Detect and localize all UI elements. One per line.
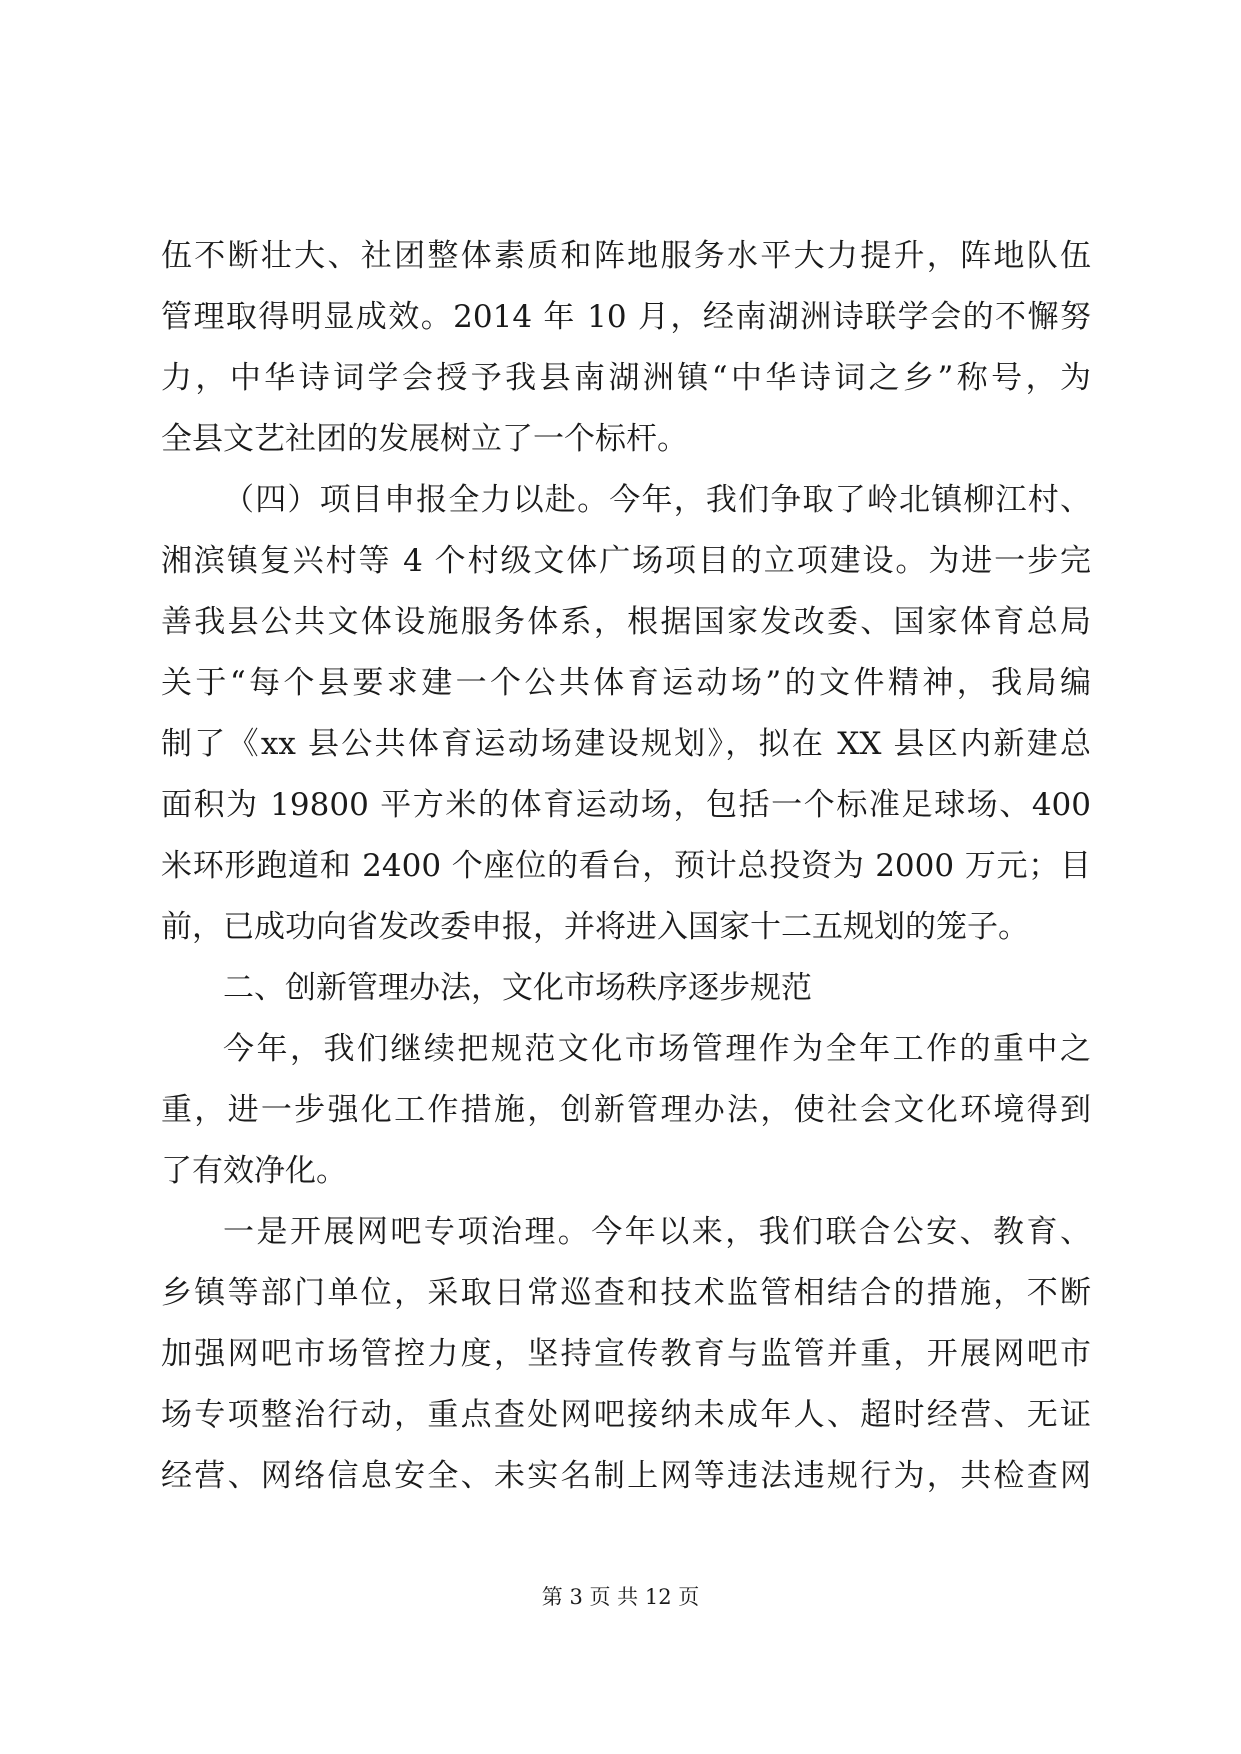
text-line: 全县文艺社团的发展树立了一个标杆。 — [161, 421, 688, 457]
text-line: 今年，我们继续把规范文化市场管理作为全年工作的重中之 — [223, 1031, 1091, 1067]
text-line: 经营、网络信息安全、未实名制上网等违法违规行为，共检查网 — [161, 1458, 1091, 1494]
text-line: 制了《xx 县公共体育运动场建设规划》，拟在 XX 县区内新建总 — [161, 726, 1091, 762]
page-number-footer: 第 3 页 共 12 页 — [541, 1585, 700, 1609]
text-line: 一是开展网吧专项治理。今年以来，我们联合公安、教育、 — [223, 1214, 1091, 1250]
text-line: 湘滨镇复兴村等 4 个村级文体广场项目的立项建设。为进一步完 — [161, 543, 1091, 579]
text-line: 米环形跑道和 2400 个座位的看台，预计总投资为 2000 万元；目 — [161, 848, 1091, 884]
text-line: 重，进一步强化工作措施，创新管理办法，使社会文化环境得到 — [161, 1092, 1091, 1128]
text-line: 管理取得明显成效。2014 年 10 月，经南湖洲诗联学会的不懈努 — [161, 299, 1091, 335]
text-line: 加强网吧市场管控力度，坚持宣传教育与监管并重，开展网吧市 — [161, 1336, 1091, 1372]
text-line: 伍不断壮大、社团整体素质和阵地服务水平大力提升，阵地队伍 — [161, 238, 1091, 274]
text-line: 了有效净化。 — [161, 1153, 347, 1189]
text-line: 场专项整治行动，重点查处网吧接纳未成年人、超时经营、无证 — [161, 1397, 1091, 1433]
text-line: 关于“每个县要求建一个公共体育运动场”的文件精神，我局编 — [161, 665, 1091, 701]
text-line: 乡镇等部门单位，采取日常巡查和技术监管相结合的措施，不断 — [161, 1275, 1091, 1311]
text-line: 善我县公共文体设施服务体系，根据国家发改委、国家体育总局 — [161, 604, 1091, 640]
text-line: 力，中华诗词学会授予我县南湖洲镇“中华诗词之乡”称号，为 — [161, 360, 1091, 396]
section-heading-two: 二、创新管理办法，文化市场秩序逐步规范 — [223, 970, 812, 1006]
section-heading-four: （四）项目申报全力以赴。今年，我们争取了岭北镇柳江村、 — [223, 482, 1091, 518]
body-text — [161, 226, 1091, 1507]
text-line: 面积为 19800 平方米的体育运动场，包括一个标准足球场、400 — [161, 787, 1091, 823]
text-line: 前，已成功向省发改委申报，并将进入国家十二五规划的笼子。 — [161, 909, 1029, 945]
